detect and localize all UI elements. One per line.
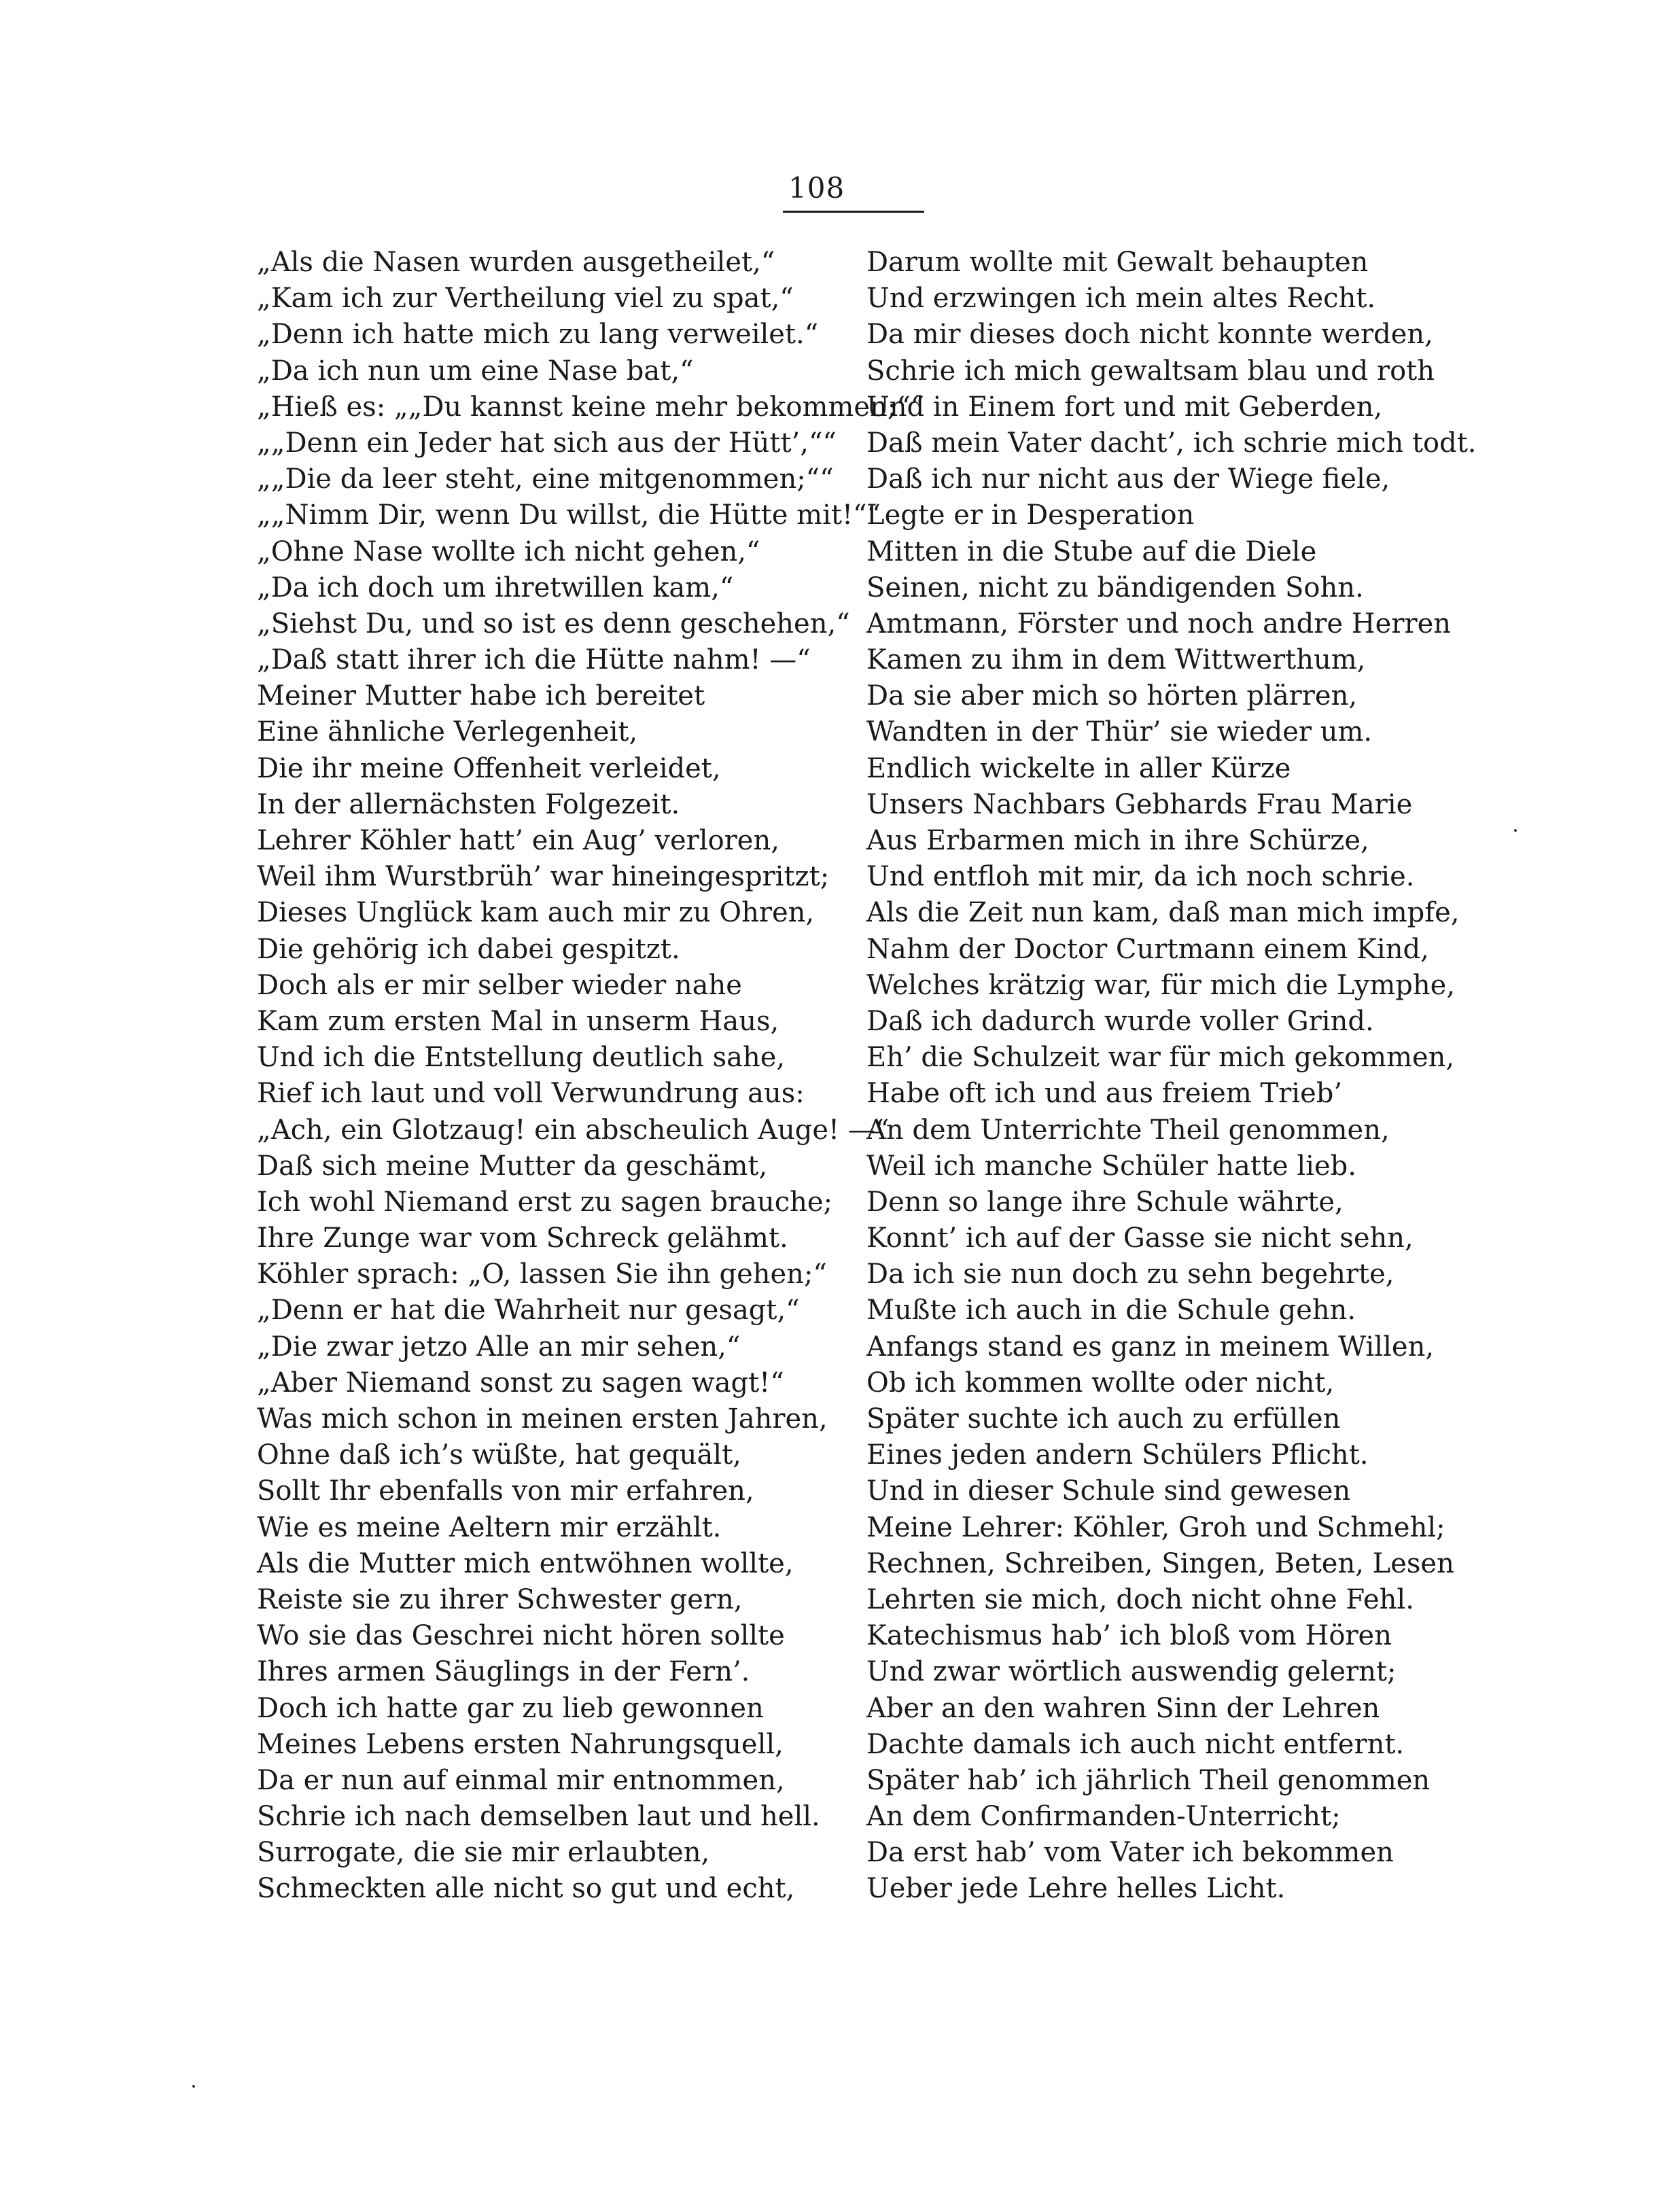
verse-line: Aus Erbarmen mich in ihre Schürze,: [866, 825, 1369, 856]
verse-line: Schrie ich mich gewaltsam blau und roth: [866, 355, 1435, 387]
verse-line: „Denn ich hatte mich zu lang verweilet.“: [257, 319, 819, 351]
verse-line: „Aber Niemand sonst zu sagen wagt!“: [257, 1367, 784, 1399]
verse-line: „Denn er hat die Wahrheit nur gesagt,“: [257, 1295, 800, 1327]
verse-line: Endlich wickelte in aller Kürze: [866, 752, 1291, 784]
verse-line: Ob ich kommen wollte oder nicht,: [866, 1367, 1335, 1399]
verse-line: Da mir dieses doch nicht konnte werden,: [866, 319, 1433, 351]
verse-line: Die gehörig ich dabei gespitzt.: [257, 933, 680, 965]
verse-line: Reiste sie zu ihrer Schwester gern,: [257, 1583, 743, 1615]
verse-line: Weil ich manche Schüler hatte lieb.: [866, 1150, 1356, 1182]
verse-line: Daß ich dadurch wurde voller Grind.: [866, 1005, 1374, 1037]
verse-line: Habe oft ich und aus freiem Trieb’: [866, 1078, 1343, 1110]
verse-line: Die ihr meine Offenheit verleidet,: [257, 752, 721, 784]
verse-line: Eh’ die Schulzeit war für mich gekommen,: [866, 1042, 1455, 1074]
header-rule: [783, 211, 924, 213]
page-speck: [192, 2085, 195, 2088]
verse-line: An dem Unterrichte Theil genommen,: [866, 1114, 1390, 1146]
verse-line: Aber an den wahren Sinn der Lehren: [866, 1692, 1380, 1724]
verse-line: „„Die da leer steht, eine mitgenommen;““: [257, 463, 834, 495]
verse-line: Kam zum ersten Mal in unserm Haus,: [257, 1005, 779, 1037]
verse-line: Ich wohl Niemand erst zu sagen brauche;: [257, 1186, 833, 1218]
verse-line: Eines jeden andern Schülers Pflicht.: [866, 1439, 1369, 1471]
verse-line: Was mich schon in meinen ersten Jahren,: [257, 1403, 828, 1435]
verse-line: Später hab’ ich jährlich Theil genommen: [866, 1764, 1431, 1796]
verse-line: Dachte damals ich auch nicht entfernt.: [866, 1728, 1405, 1760]
verse-line: Lehrer Köhler hatt’ ein Aug’ verloren,: [257, 825, 779, 856]
verse-line: Kamen zu ihm in dem Wittwerthum,: [866, 644, 1366, 676]
verse-line: Als die Zeit nun kam, daß man mich impfe,: [866, 897, 1460, 929]
verse-line: Und in dieser Schule sind gewesen: [866, 1475, 1351, 1507]
verse-line: „Da ich nun um eine Nase bat,“: [257, 355, 694, 387]
verse-line: Ihres armen Säuglings in der Fern’.: [257, 1656, 750, 1688]
verse-line: Wandten in der Thür’ sie wieder um.: [866, 716, 1373, 748]
verse-line: Ihre Zunge war vom Schreck gelähmt.: [257, 1223, 788, 1254]
verse-line: Doch ich hatte gar zu lieb gewonnen: [257, 1692, 764, 1724]
left-column: [257, 245, 925, 1908]
verse-line: Seinen, nicht zu bändigenden Sohn.: [866, 572, 1364, 603]
verse-line: „„Denn ein Jeder hat sich aus der Hütt’,““: [257, 427, 837, 459]
verse-line: Schmeckten alle nicht so gut und echt,: [257, 1873, 795, 1905]
page-speck: [1514, 829, 1517, 832]
verse-line: Legte er in Desperation: [866, 499, 1195, 531]
verse-line: Da sie aber mich so hörten plärren,: [866, 680, 1358, 712]
verse-line: Nahm der Doctor Curtmann einem Kind,: [866, 933, 1429, 965]
verse-line: Daß sich meine Mutter da geschämt,: [257, 1150, 768, 1182]
verse-line: Surrogate, die sie mir erlaubten,: [257, 1837, 710, 1869]
verse-line: Unsers Nachbars Gebhards Frau Marie: [866, 788, 1413, 820]
verse-line: Schrie ich nach demselben laut und hell.: [257, 1801, 820, 1833]
verse-line: Doch als er mir selber wieder nahe: [257, 969, 742, 1001]
verse-line: Wie es meine Aeltern mir erzählt.: [257, 1511, 722, 1543]
verse-line: An dem Confirmanden-Unterricht;: [866, 1801, 1341, 1833]
verse-line: Eine ähnliche Verlegenheit,: [257, 716, 638, 748]
verse-line: Daß ich nur nicht aus der Wiege fiele,: [866, 463, 1390, 495]
verse-line: Sollt Ihr ebenfalls von mir erfahren,: [257, 1475, 754, 1507]
verse-line: Amtmann, Förster und noch andre Herren: [866, 608, 1452, 639]
verse-line: Darum wollte mit Gewalt behaupten: [866, 247, 1369, 278]
verse-line: Da erst hab’ vom Vater ich bekommen: [866, 1837, 1394, 1869]
verse-line: Mitten in die Stube auf die Diele: [866, 536, 1317, 567]
verse-line: Meine Lehrer: Köhler, Groh und Schmehl;: [866, 1511, 1445, 1543]
right-column: [866, 245, 1492, 1908]
verse-line: Anfangs stand es ganz in meinem Willen,: [866, 1331, 1435, 1363]
verse-line: „Hieß es: „„Du kannst keine mehr bekommen;““: [257, 391, 925, 423]
verse-line: „Kam ich zur Vertheilung viel zu spat,“: [257, 283, 794, 315]
page-number: 108: [788, 171, 845, 205]
verse-line: Katechismus hab’ ich bloß vom Hören: [866, 1620, 1392, 1652]
verse-line: „Daß statt ihrer ich die Hütte nahm! —“: [257, 644, 811, 676]
verse-line: Meines Lebens ersten Nahrungsquell,: [257, 1728, 784, 1760]
verse-line: Köhler sprach: „O, lassen Sie ihn gehen;“: [257, 1259, 827, 1291]
verse-line: „Die zwar jetzo Alle an mir sehen,“: [257, 1331, 741, 1363]
verse-line: „Siehst Du, und so ist es denn geschehen,“: [257, 608, 850, 639]
verse-line: Und in Einem fort und mit Geberden,: [866, 391, 1383, 423]
verse-line: Ohne daß ich’s wüßte, hat gequält,: [257, 1439, 741, 1471]
verse-line: Da ich sie nun doch zu sehn begehrte,: [866, 1259, 1394, 1291]
verse-line: Welches krätzig war, für mich die Lymphe,: [866, 969, 1456, 1001]
verse-line: „„Nimm Dir, wenn Du willst, die Hütte mit!““: [257, 499, 881, 531]
verse-line: „Da ich doch um ihretwillen kam,“: [257, 572, 734, 603]
verse-line: Mußte ich auch in die Schule gehn.: [866, 1295, 1356, 1327]
verse-line: Denn so lange ihre Schule währte,: [866, 1186, 1344, 1218]
verse-line: Und entfloh mit mir, da ich noch schrie.: [866, 861, 1415, 893]
verse-line: Dieses Unglück kam auch mir zu Ohren,: [257, 897, 815, 929]
verse-line: Wo sie das Geschrei nicht hören sollte: [257, 1620, 785, 1652]
verse-line: Meiner Mutter habe ich bereitet: [257, 680, 705, 712]
verse-line: „Als die Nasen wurden ausgetheilet,“: [257, 247, 775, 278]
verse-line: Lehrten sie mich, doch nicht ohne Fehl.: [866, 1583, 1414, 1615]
verse-line: Ueber jede Lehre helles Licht.: [866, 1873, 1286, 1905]
verse-line: In der allernächsten Folgezeit.: [257, 788, 680, 820]
verse-line: Da er nun auf einmal mir entnommen,: [257, 1764, 785, 1796]
verse-line: Und zwar wörtlich auswendig gelernt;: [866, 1656, 1397, 1688]
verse-line: Konnt’ ich auf der Gasse sie nicht sehn,: [866, 1223, 1414, 1254]
verse-line: „Ach, ein Glotzaug! ein abscheulich Auge! —“: [257, 1114, 890, 1146]
verse-line: Weil ihm Wurstbrüh’ war hineingespritzt;: [257, 861, 830, 893]
verse-line: Rechnen, Schreiben, Singen, Beten, Lesen: [866, 1547, 1454, 1579]
verse-line: Und ich die Entstellung deutlich sahe,: [257, 1042, 786, 1074]
verse-line: Und erzwingen ich mein altes Recht.: [866, 283, 1376, 315]
verse-line: Rief ich laut und voll Verwundrung aus:: [257, 1078, 805, 1110]
verse-line: Als die Mutter mich entwöhnen wollte,: [257, 1547, 794, 1579]
verse-line: Daß mein Vater dacht’, ich schrie mich todt.: [866, 427, 1477, 459]
verse-line: „Ohne Nase wollte ich nicht gehen,“: [257, 536, 760, 567]
verse-line: Später suchte ich auch zu erfüllen: [866, 1403, 1341, 1435]
